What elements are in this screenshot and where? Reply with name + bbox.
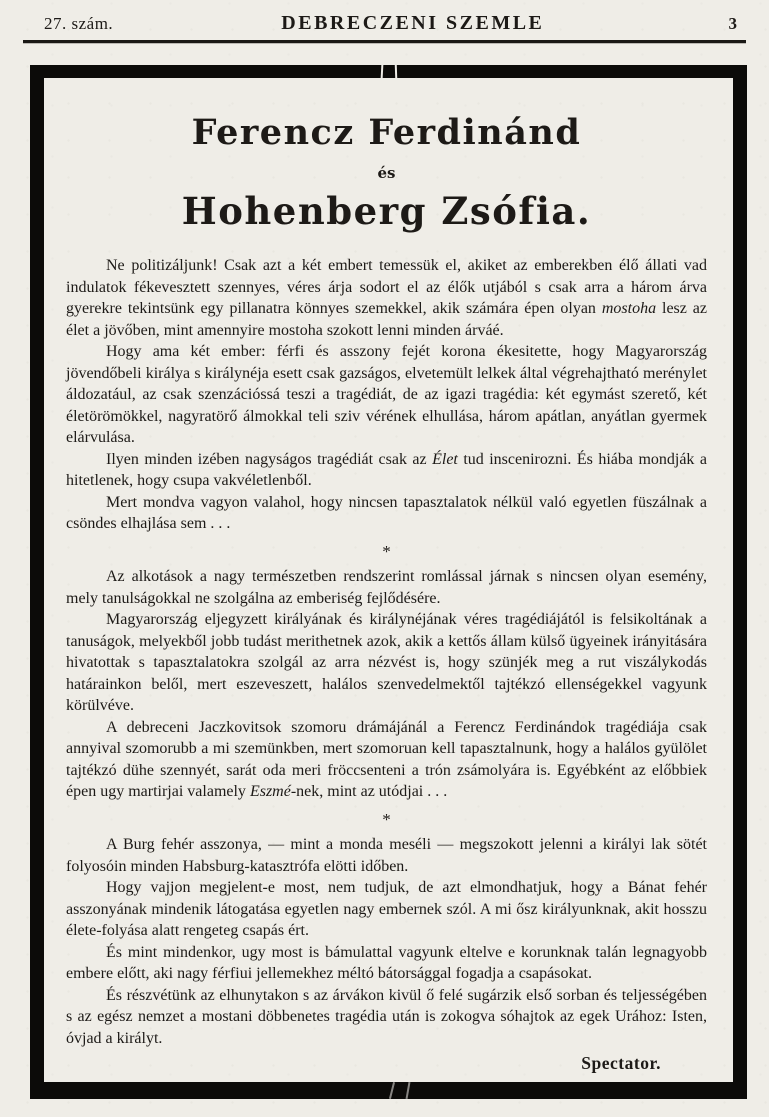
- page-header: [0, 0, 769, 35]
- paragraph: [66, 341, 707, 449]
- paragraph: [66, 255, 707, 341]
- paragraph-text: És mint mindenkor, ugy most is bámulattal vagyunk eltelve e korunknak talán legnagyobb embere előtt, aki nagy férfiui jellemekhez méltó bátorsággal fogadja a csapásokat.: [66, 943, 707, 983]
- paragraph-text: Hogy vajjon megjelent-e most, nem tudjuk, de azt elmondhatjuk, hogy a Bánat fehér asszonyának mindenik látogatása egyetlen nagy embernek szól. A mi ősz királyunknak, akit hosszu élete-folyása alatt rengeteg csapás ért.: [66, 879, 707, 940]
- paragraph-text: Mert mondva vagyon valahol, hogy nincsen tapasztalatok nélkül való egyetlen füszálnak a csöndes elhajlása sem . . .: [66, 493, 707, 533]
- issue-number: 27. szám.: [44, 14, 114, 33]
- emphasized-text: Eszmé: [249, 783, 291, 801]
- paragraph-text: A debreceni Jaczkovitsok szomoru drámájánál a Ferencz Ferdinándok tragédiája csak annyival szomorubb a mi szemünkben, mert szomoruan kell tapasztalnunk, hogy a halálos gyülölet tajtékzó dühe szennyét, sarát oda meri fröccsenteni a trón zsámolyára is. Egyébként az előbbiek épen ugy martirjai valamely: [66, 718, 707, 801]
- paragraph: [66, 717, 707, 803]
- paragraph-text: tud inscenirozni. És hiába mondják a hitetlenek, hogy csupa vakvéletlenből.: [66, 450, 707, 490]
- emphasized-text: Élet: [432, 450, 458, 468]
- signature: Spectator.: [581, 1053, 661, 1074]
- paragraph: [66, 942, 707, 985]
- paragraph: [66, 609, 707, 717]
- paragraph: [66, 449, 707, 492]
- paragraph-text: Az alkotások a nagy természetben rendszerint romlással járnak s nincsen olyan esemény, mely tanulságokkal ne szolgálna az emberiség fejlődésére.: [66, 568, 707, 607]
- article-content: [44, 78, 733, 1082]
- paragraph-text: A Burg fehér asszonya, — mint a monda meséli — megszokott jelenni a királyi lak sötét folyosóin minden Habsburg-katasztrófa elötti időben.: [66, 836, 707, 875]
- border-notch: [380, 65, 383, 78]
- header-rule: [23, 40, 746, 43]
- title-conjunction: és: [377, 163, 396, 182]
- page-number: 3: [728, 14, 737, 33]
- title-line-2: Hohenberg Zsófia.: [181, 188, 592, 233]
- article-frame: [30, 65, 747, 1099]
- paragraph: [66, 877, 707, 942]
- paragraph: [66, 985, 707, 1050]
- border-notch: [405, 1082, 410, 1099]
- paragraph-text: -nek, mint az utódjai . . .: [290, 783, 448, 801]
- paragraph: [66, 492, 707, 535]
- paragraph: [66, 566, 707, 609]
- title-line-1: Ferencz Ferdinánd: [191, 112, 582, 153]
- article-body: [66, 255, 707, 1049]
- emphasized-text: mostoha: [601, 300, 657, 318]
- section-separator: *: [382, 809, 391, 829]
- masthead: DEBRECZENI SZEMLE: [281, 12, 545, 34]
- paragraph-text: Magyarország eljegyzett királyának és királynéjának véres tragédiájától is felsikoltának a tanuságok, melyekből jobb tudást merithetnek azok, akik a kettős állam külső ügyeinek irányitására hivatottak s tapasztalatokra szolgál az arra nézvést is, hogy szünjék meg a rut viszálykodás határainkon belől, mert eszeveszett, halálos szenvedelmektől tajtékzó ellenségekkel vagyunk körülvéve.: [66, 611, 707, 715]
- paragraph-text: lesz az élet a jövőben, mint amennyire mostoha szokott lenni minden árváé.: [66, 300, 708, 339]
- paragraph-text: És részvétünk az elhunytakon s az árvákon kivül ő felé sugárzik első sorban és teljességében s az egész nemzet a mostani döbbenetes tragédia után is zokogva sóhajtok az egek Urához: Isten, óvjad a királyt.: [66, 986, 707, 1047]
- paragraph-text: Hogy ama két ember: férfi és asszony fejét korona ékesitette, hogy Magyarország jövendőbeli királya s királynéja esett csak gazságos, elvetemült lelkek által végrehajtható merénylet áldozatául, az csak szenzációssá teszi a tragédiát, de az igazi tragédia: két egymást szerető, két életörömökkel, nagyratörő álmokkal teli sziv vérének elhullása, három apátlan, anyátlan gyermek elárvulása.: [66, 343, 707, 447]
- border-notch: [394, 65, 396, 78]
- paragraph: [66, 834, 707, 877]
- article-title: [66, 114, 707, 231]
- border-notch: [388, 1082, 394, 1099]
- paragraph-text: Ne politizáljunk! Csak azt a két embert temessük el, akiket az emberekben élő állati vad indulatok fékevesztett szennyes, véres árja sodort el az élők utjából s csak arra a három árva gyerekre tekintsünk egy pillanatra könnyes szemekkel, akik számára épen olyan: [66, 257, 707, 318]
- paragraph-text: Ilyen minden izében nagyságos tragédiát csak az: [106, 450, 433, 468]
- section-separator: *: [382, 541, 391, 561]
